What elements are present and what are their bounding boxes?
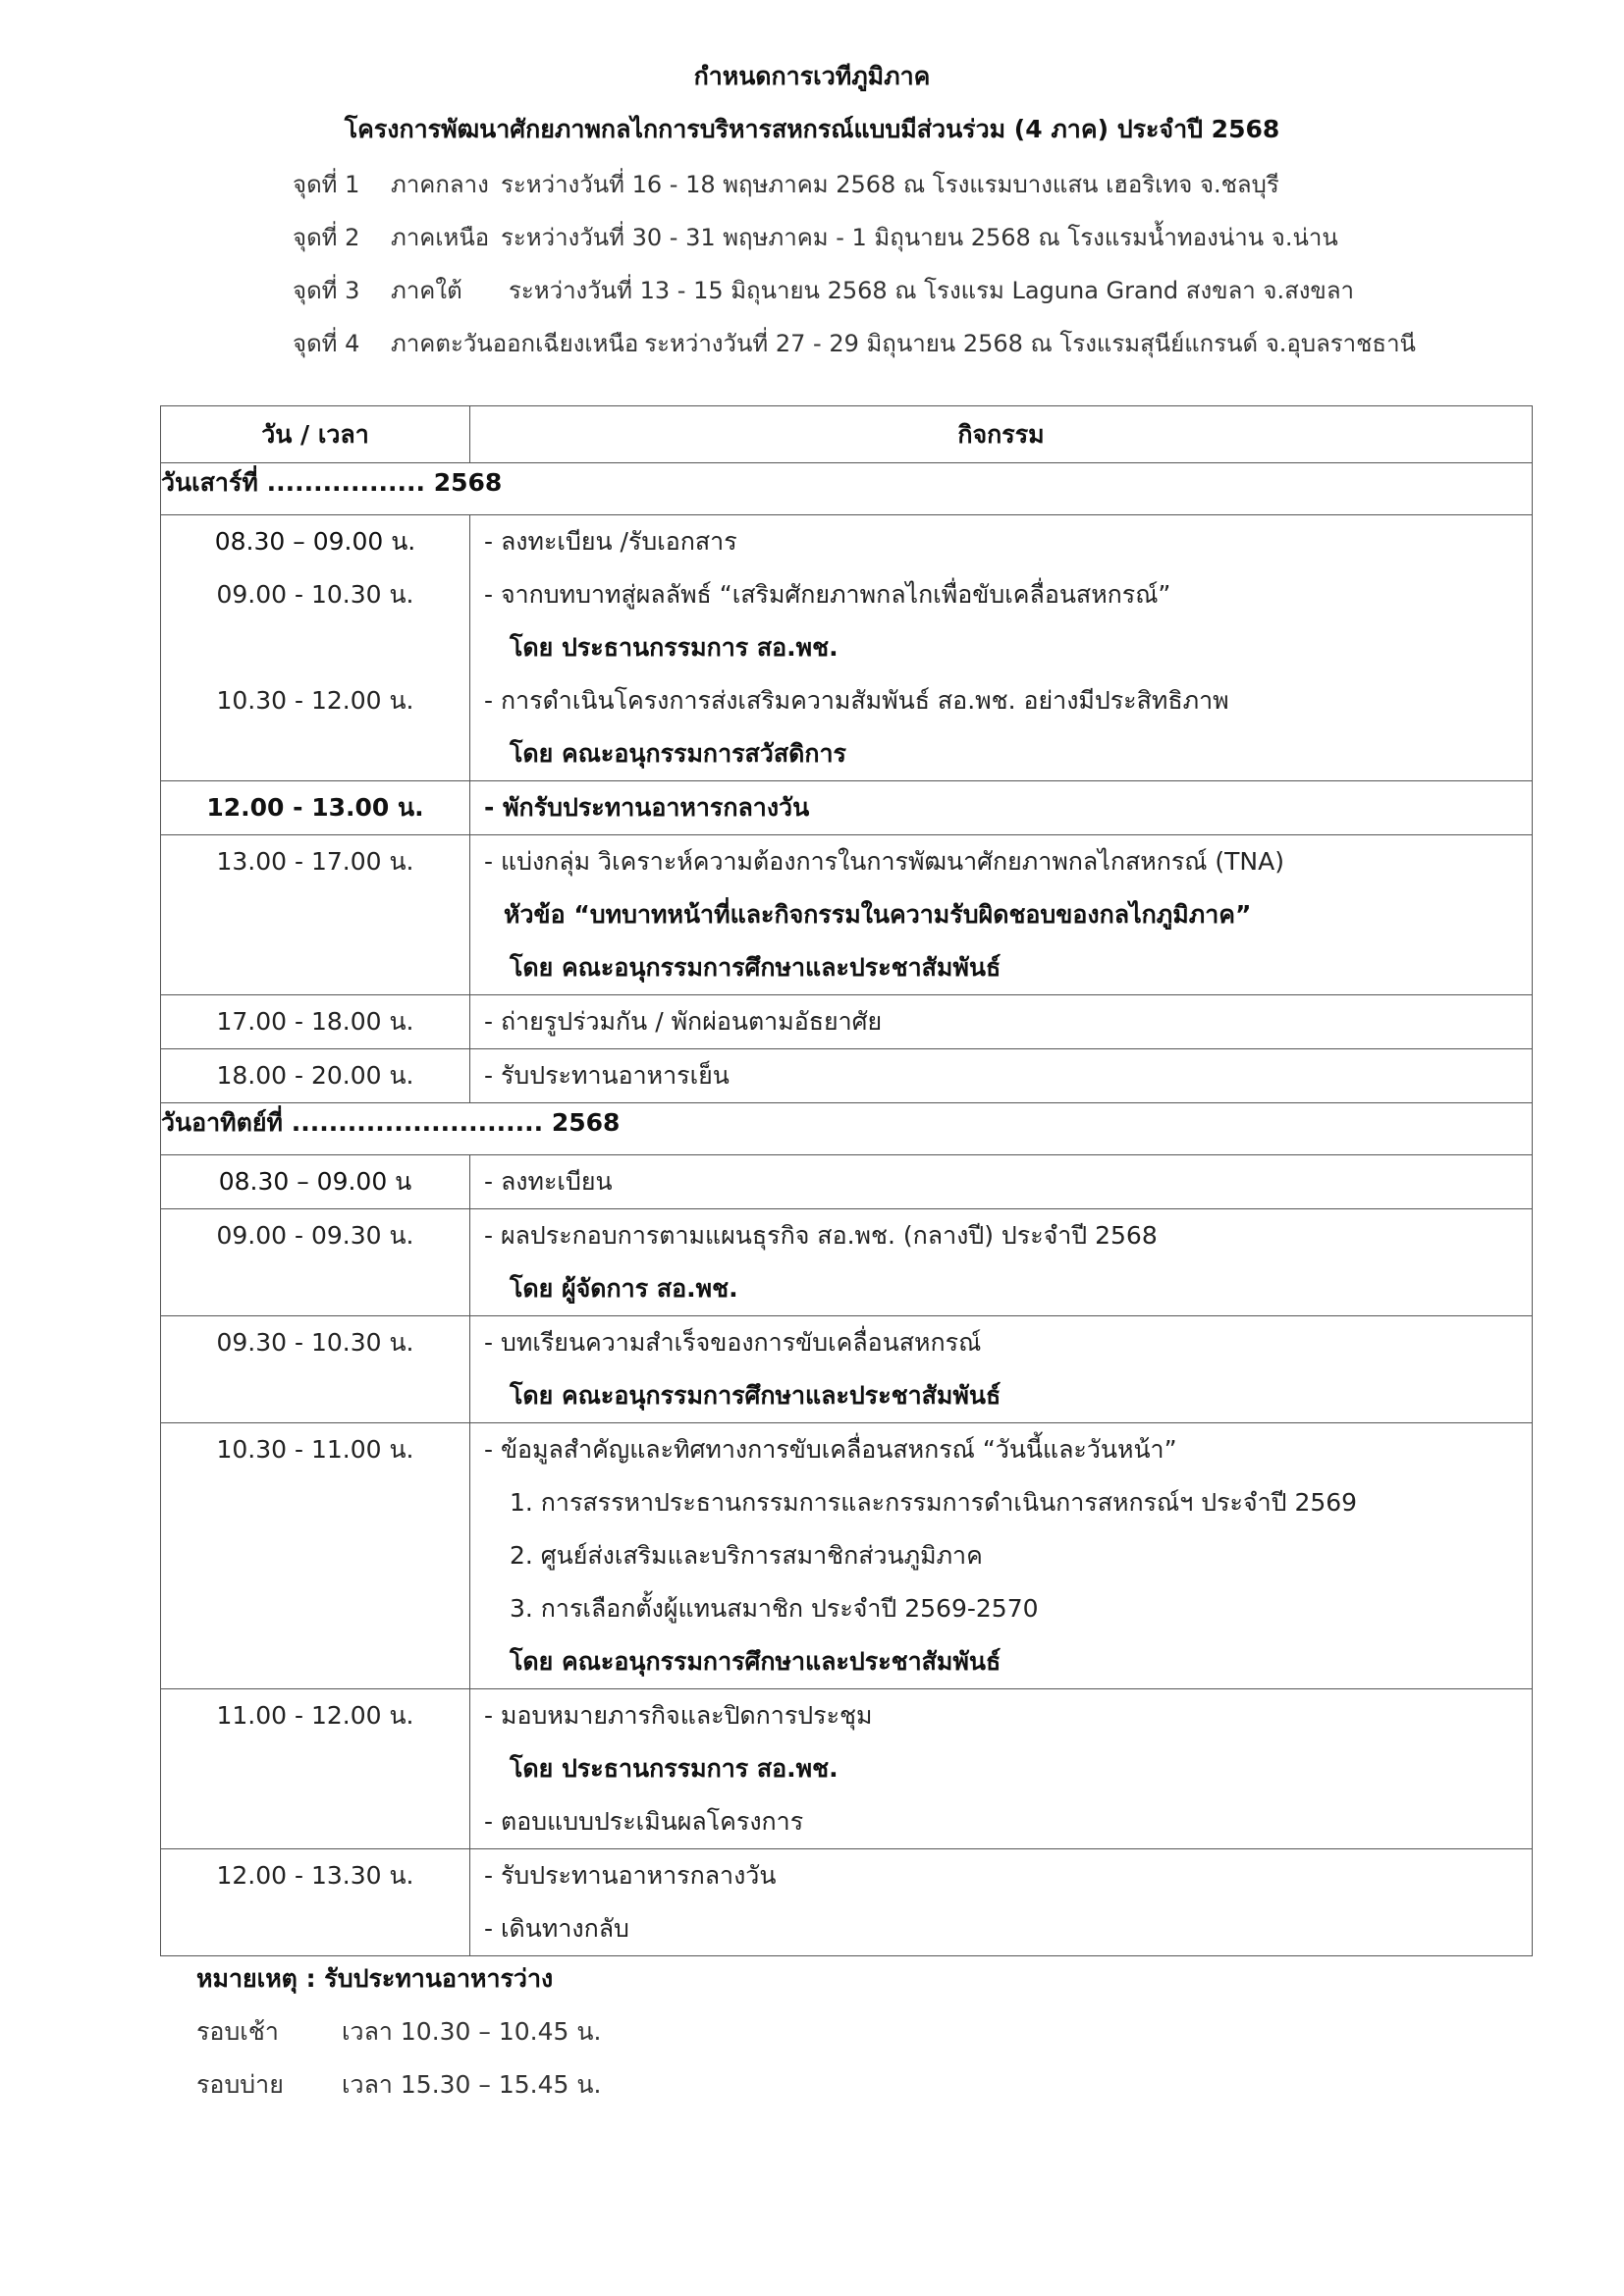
note-morning-time: เวลา 10.30 – 10.45 น. [342,2017,602,2046]
day-row [161,463,1533,515]
time-cell [161,1155,470,1209]
location-region: ภาคเหนือ [391,224,490,251]
activity-text: - การดำเนินโครงการส่งเสริมความสัมพันธ์ สอ.พช. อย่างมีประสิทธิภาพ [484,686,1229,715]
activity-presenter: โดย ผู้จัดการ สอ.พช. [510,1274,738,1303]
activity-cell [470,1849,1533,1956]
activity-text: - ตอบแบบประเมินผลโครงการ [484,1807,804,1836]
location-region: ภาคตะวันออกเฉียงเหนือ [391,330,639,357]
activity-presenter: โดย คณะอนุกรรมการสวัสดิการ [510,739,846,768]
page-subtitle: โครงการพัฒนาศักยภาพกลไกการบริหารสหกรณ์แบบมีส่วนร่วม (4 ภาค) ประจำปี 2568 [344,115,1280,143]
activity-cell [470,1049,1533,1103]
location-detail: ระหว่างวันที่ 30 - 31 พฤษภาคม - 1 มิถุนายน 2568 ณ โรงแรมน้ำทองน่าน จ.น่าน [501,224,1338,251]
activity-text: - แบ่งกลุ่ม วิเคราะห์ความต้องการในการพัฒนาศักยภาพกลไกสหกรณ์ (TNA) [484,847,1284,876]
table-row [161,1049,1533,1103]
location-region: ภาคกลาง [391,171,489,198]
activity-cell [470,1209,1533,1316]
activity-text: - จากบทบาทสู่ผลลัพธ์ “เสริมศักยภาพกลไกเพื่อขับเคลื่อนสหกรณ์” [484,580,1171,609]
activity-cell [470,835,1533,995]
activity-presenter: โดย ประธานกรรมการ สอ.พช. [510,1754,839,1783]
activity-text: - รับประทานอาหารกลางวัน [484,1861,777,1890]
time-text: 11.00 - 12.00 น. [216,1701,414,1730]
time-text [161,1529,469,1582]
time-text [161,1902,469,1955]
time-text: 18.00 - 20.00 น. [216,1061,414,1090]
time-text: 08.30 – 09.00 น [218,1167,412,1196]
time-cell [161,1209,470,1316]
col-header-activity: กิจกรรม [470,406,1533,463]
time-text: 17.00 - 18.00 น. [216,1007,414,1036]
activity-text: - รับประทานอาหารเย็น [484,1061,730,1090]
time-cell [161,1049,470,1103]
day-label: วันเสาร์ที่ ................. 2568 [161,463,1533,515]
table-header-row [161,406,1533,463]
note-afternoon-time: เวลา 15.30 – 15.45 น. [342,2070,602,2099]
table-row [161,1849,1533,1956]
time-text [161,1582,469,1635]
location-point: จุดที่ 4 [293,330,360,357]
time-text [161,1742,469,1795]
note-morning-label: รอบเช้า [196,2017,279,2046]
time-text [161,1795,469,1848]
activity-text: - ข้อมูลสำคัญและทิศทางการขับเคลื่อนสหกรณ์ “วันนี้และวันหน้า” [484,1435,1177,1464]
location-line [293,324,1569,362]
activity-presenter: โดย ประธานกรรมการ สอ.พช. [510,633,839,662]
location-line [293,218,1569,256]
table-row [161,1423,1533,1689]
day-label: วันอาทิตย์ที่ ........................... 2568 [161,1103,1533,1155]
activity-text: - ผลประกอบการตามแผนธุรกิจ สอ.พช. (กลางปี) ประจำปี 2568 [484,1221,1158,1250]
activity-text: - มอบหมายภารกิจและปิดการประชุม [484,1701,873,1730]
activity-cell [470,1423,1533,1689]
activity-cell [470,1316,1533,1423]
time-cell [161,1316,470,1423]
activity-cell [470,781,1533,835]
time-text: 09.30 - 10.30 น. [216,1328,414,1357]
location-detail: ระหว่างวันที่ 27 - 29 มิถุนายน 2568 ณ โรงแรมสุนีย์แกรนด์ จ.อุบลราชธานี [644,330,1416,357]
table-row [161,995,1533,1049]
time-text: 12.00 - 13.00 น. [206,793,424,822]
time-text: 13.00 - 17.00 น. [216,847,414,876]
location-detail: ระหว่างวันที่ 13 - 15 มิถุนายน 2568 ณ โรงแรม Laguna Grand สงขลา จ.สงขลา [509,277,1355,304]
location-point: จุดที่ 3 [293,277,360,304]
time-text [161,888,469,941]
time-cell [161,515,470,781]
table-row [161,1155,1533,1209]
location-point: จุดที่ 2 [293,224,360,251]
note-title: หมายเหตุ : รับประทานอาหารว่าง [196,1964,554,1993]
activity-cell [470,515,1533,781]
activity-text: - ถ่ายรูปร่วมกัน / พักผ่อนตามอัธยาศัย [484,1007,883,1036]
activity-presenter: โดย คณะอนุกรรมการศึกษาและประชาสัมพันธ์ [510,953,1001,982]
note-afternoon-label: รอบบ่าย [196,2070,284,2099]
time-text: 10.30 - 11.00 น. [216,1435,414,1464]
time-cell [161,1423,470,1689]
col-header-time: วัน / เวลา [161,406,470,463]
activity-text: - ลงทะเบียน /รับเอกสาร [484,527,737,556]
time-text [161,1476,469,1529]
location-line [293,165,1569,203]
time-cell [161,781,470,835]
table-row [161,1209,1533,1316]
time-text: 09.00 - 10.30 น. [216,580,414,609]
table-row [161,515,1533,781]
table-row [161,1316,1533,1423]
location-line [293,271,1569,309]
table-row [161,835,1533,995]
schedule-table [160,405,1533,1956]
time-text [161,1262,469,1315]
note-morning [196,2012,601,2052]
note-afternoon [196,2065,601,2105]
table-row [161,1689,1533,1849]
activity-text: - บทเรียนความสำเร็จของการขับเคลื่อนสหกรณ์ [484,1328,982,1357]
time-cell [161,1689,470,1849]
activity-text: - ลงทะเบียน [484,1167,613,1196]
activity-cell [470,1689,1533,1849]
time-text: 09.00 - 09.30 น. [216,1221,414,1250]
activity-text: - พักรับประทานอาหารกลางวัน [484,793,810,822]
time-cell [161,1849,470,1956]
activity-subitem: 3. การเลือกตั้งผู้แทนสมาชิก ประจำปี 2569-2570 [510,1594,1039,1623]
time-text [161,621,469,674]
table-row [161,781,1533,835]
activity-presenter: โดย คณะอนุกรรมการศึกษาและประชาสัมพันธ์ [510,1381,1001,1410]
time-text: 12.00 - 13.30 น. [216,1861,414,1890]
activity-presenter: โดย คณะอนุกรรมการศึกษาและประชาสัมพันธ์ [510,1647,1001,1676]
time-text [161,1369,469,1422]
location-region: ภาคใต้ [391,277,462,304]
location-point: จุดที่ 1 [293,171,360,198]
time-text [161,941,469,994]
activity-subitem: 1. การสรรหาประธานกรรมการและกรรมการดำเนินการสหกรณ์ฯ ประจำปี 2569 [510,1488,1358,1517]
time-text: 08.30 – 09.00 น. [214,527,416,556]
day-row [161,1103,1533,1155]
page-title: กำหนดการเวทีภูมิภาค [693,62,931,90]
activity-text: - เดินทางกลับ [484,1914,629,1943]
activity-cell [470,995,1533,1049]
time-cell [161,835,470,995]
time-text: 10.30 - 12.00 น. [216,686,414,715]
time-text [161,1635,469,1688]
location-detail: ระหว่างวันที่ 16 - 18 พฤษภาคม 2568 ณ โรงแรมบางแสน เฮอริเทจ จ.ชลบุรี [501,171,1279,198]
time-cell [161,995,470,1049]
time-text [161,727,469,780]
activity-subitem: 2. ศูนย์ส่งเสริมและบริการสมาชิกส่วนภูมิภาค [510,1541,983,1570]
activity-cell [470,1155,1533,1209]
activity-topic: หัวข้อ “บทบาทหน้าที่และกิจกรรมในความรับผิดชอบของกลไกภูมิภาค” [504,900,1252,929]
